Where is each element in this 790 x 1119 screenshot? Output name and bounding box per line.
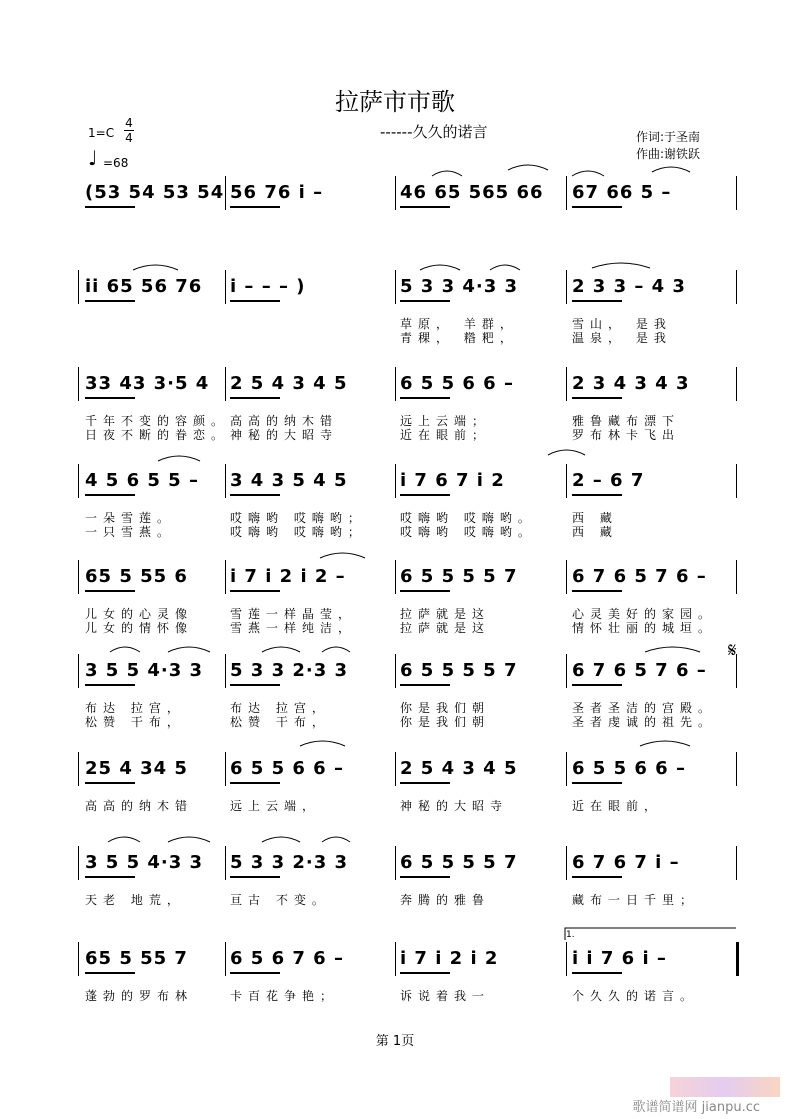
lyric-verse-2: 哎嗨哟 哎嗨哟。 — [400, 525, 536, 539]
measure-notes: 5 3 3 2·3 3 — [230, 660, 349, 681]
slur-arc — [158, 456, 200, 461]
lyric-verse-2: 日夜不断的眷恋。 — [85, 428, 230, 442]
lyric-verse-1: 布达 拉宫， — [85, 701, 185, 715]
slur-arc — [262, 837, 300, 842]
measure-notes: 2 3 4 3 4 3 — [572, 373, 690, 394]
lyric-verse-1: 拉萨就是这 — [400, 607, 491, 621]
slur-arc — [572, 171, 604, 176]
measure-notes: 6 7 6 5 7 6 – — [572, 566, 707, 587]
measure-notes: 6 5 6 7 6 – — [230, 948, 344, 969]
measure-notes: 6 5 5 5 5 7 — [400, 660, 518, 681]
slur-arc — [420, 265, 460, 270]
measure-notes: 5 3 3 4·3 3 — [400, 276, 519, 297]
measure-notes: 3 4 3 5 4 5 — [230, 470, 348, 491]
measure-notes: 2 – 6 7 — [572, 470, 645, 491]
slur-arc — [548, 450, 585, 455]
measure-notes: 2 3 3 – 4 3 — [572, 276, 686, 297]
measure-notes: 5 3 3 2·3 3 — [230, 852, 349, 873]
measure-notes: 2 5 4 3 4 5 — [400, 758, 518, 779]
measure-notes: i 7 i 2 i 2 — [400, 948, 499, 969]
song-subtitle: ------久久的诺言 — [380, 123, 488, 141]
lyric-verse-1: 雪山， 是我 — [572, 317, 672, 331]
measure-notes: 6 7 6 5 7 6 – — [572, 660, 707, 681]
lyricist-credit: 作词:于圣南 — [636, 130, 701, 144]
lyric-verse-1: 千年不变的容颜。 — [85, 414, 230, 428]
key-signature: 1=C — [88, 126, 115, 140]
measure-notes: 3 5 5 4·3 3 — [85, 852, 204, 873]
lyric-verse-2: 松赞 干布， — [85, 715, 185, 729]
lyric-verse-1: 卡百花争艳； — [230, 989, 339, 1003]
lyric-verse-1: 心灵美好的家园。 — [572, 607, 717, 621]
lyric-verse-1: 远上云端； — [400, 414, 491, 428]
lyric-verse-1: 雅鲁藏布漂下 — [572, 414, 681, 428]
volta-label: 1. — [566, 930, 575, 940]
lyric-verse-1: 个久久的诺言。 — [572, 989, 699, 1003]
lyric-verse-1: 草原， 羊群， — [400, 317, 518, 331]
slur-arc — [168, 837, 210, 842]
lyric-verse-1: 哎嗨哟 哎嗨哟； — [230, 511, 366, 525]
lyric-verse-2: 青稞， 糌粑， — [400, 331, 518, 345]
lyric-verse-2: 近在眼前； — [400, 428, 491, 442]
lyric-verse-1: 西 藏 — [572, 511, 618, 525]
composer-credit: 作曲:谢铁跃 — [636, 147, 701, 161]
slur-arc — [490, 265, 520, 270]
lyric-verse-1: 亘古 不变。 — [230, 893, 330, 907]
page-number: 第 1页 — [375, 1034, 415, 1049]
watermark-logo — [670, 1077, 780, 1097]
lyric-verse-2: 西 藏 — [572, 525, 618, 539]
slur-arc — [652, 167, 690, 172]
lyric-verse-1: 高高的纳木错 — [85, 799, 194, 813]
slur-arc — [645, 647, 700, 652]
slur-arc — [108, 837, 140, 842]
measure-notes: i – – – ) — [230, 276, 306, 297]
measure-notes: 6 5 5 6 6 – — [400, 373, 514, 394]
lyric-verse-2: 圣者虔诚的祖先。 — [572, 715, 717, 729]
measure-notes: (53 54 53 54 — [85, 182, 225, 203]
quarter-note-icon: ♩ — [88, 146, 98, 170]
measure-notes: 6 5 5 6 6 – — [230, 758, 344, 779]
measure-notes: 46 65 565 66 — [400, 182, 544, 203]
lyric-verse-2: 神秘的大昭寺 — [230, 428, 339, 442]
slur-arc — [592, 263, 650, 268]
lyric-verse-2: 哎嗨哟 哎嗨哟； — [230, 525, 366, 539]
lyric-verse-1: 你是我们朝 — [400, 701, 491, 715]
measure-notes: 33 43 3·5 4 — [85, 373, 210, 394]
lyric-verse-2: 你是我们朝 — [400, 715, 491, 729]
lyric-verse-1: 雪莲一样晶莹， — [230, 607, 357, 621]
lyric-verse-2: 温泉， 是我 — [572, 331, 672, 345]
slur-arc — [322, 837, 350, 842]
lyric-verse-1: 布达 拉宫， — [230, 701, 330, 715]
measure-notes: 56 76 i – — [230, 182, 324, 203]
slur-arc — [133, 265, 178, 270]
measure-notes: 3 5 5 4·3 3 — [85, 660, 204, 681]
tempo-marking: =68 — [103, 156, 129, 170]
lyric-verse-1: 哎嗨哟 哎嗨哟。 — [400, 511, 536, 525]
measure-notes: i i 7 6 i – — [572, 948, 667, 969]
lyric-verse-1: 天老 地荒， — [85, 893, 185, 907]
slur-arc — [300, 741, 345, 746]
lyric-verse-2: 罗布林卡飞出 — [572, 428, 681, 442]
measure-notes: ii 65 56 76 — [85, 276, 203, 297]
measure-notes: 6 5 5 6 6 – — [572, 758, 686, 779]
lyric-verse-1: 藏布一日千里； — [572, 893, 699, 907]
lyric-verse-1: 远上云端， — [230, 799, 321, 813]
song-title: 拉萨市市歌 — [335, 88, 455, 116]
slur-arc — [640, 741, 690, 746]
lyric-verse-1: 高高的纳木错 — [230, 414, 339, 428]
measure-notes: 6 5 5 5 5 7 — [400, 566, 518, 587]
measure-notes: 65 5 55 6 — [85, 566, 188, 587]
watermark-text: 歌谱简谱网 jianpu.cc — [632, 1100, 760, 1115]
slur-arc — [110, 647, 140, 652]
measure-notes: 25 4 34 5 — [85, 758, 188, 779]
slur-arc — [262, 647, 300, 652]
lyric-verse-2: 儿女的情怀像 — [85, 621, 194, 635]
lyric-verse-2: 雪燕一样纯洁， — [230, 621, 357, 635]
lyric-verse-1: 诉说着我一 — [400, 989, 491, 1003]
segno-icon: 𝄋 — [728, 638, 737, 662]
lyric-verse-1: 儿女的心灵像 — [85, 607, 194, 621]
slur-arc — [320, 553, 365, 558]
lyric-verse-1: 近在眼前， — [572, 799, 663, 813]
measure-notes: 6 5 5 5 5 7 — [400, 852, 518, 873]
measure-notes: 67 66 5 – — [572, 182, 672, 203]
measure-notes: 65 5 55 7 — [85, 948, 188, 969]
lyric-verse-2: 拉萨就是这 — [400, 621, 491, 635]
measure-notes: i 7 6 7 i 2 — [400, 470, 505, 491]
slur-arc — [168, 647, 210, 652]
lyric-verse-2: 松赞 干布， — [230, 715, 330, 729]
volta-bracket — [565, 928, 736, 940]
measure-notes: 6 7 6 7 i – — [572, 852, 680, 873]
time-signature-top: 4 — [125, 116, 133, 130]
measure-notes: i 7 i 2 i 2 – — [230, 566, 346, 587]
lyric-verse-1: 一朵雪莲。 — [85, 511, 176, 525]
measure-notes: 4 5 6 5 5 – — [85, 470, 199, 491]
lyric-verse-1: 奔腾的雅鲁 — [400, 893, 491, 907]
measure-notes: 2 5 4 3 4 5 — [230, 373, 348, 394]
lyric-verse-1: 神秘的大昭寺 — [400, 799, 509, 813]
lyric-verse-1: 圣者圣洁的宫殿。 — [572, 701, 717, 715]
lyric-verse-2: 情怀壮丽的城垣。 — [572, 621, 717, 635]
lyric-verse-1: 蓬勃的罗布林 — [85, 989, 194, 1003]
time-signature-bottom: 4 — [125, 131, 133, 145]
slur-arc — [432, 171, 462, 176]
slur-arc — [508, 165, 548, 170]
lyric-verse-2: 一只雪燕。 — [85, 525, 176, 539]
slur-arc — [322, 647, 350, 652]
